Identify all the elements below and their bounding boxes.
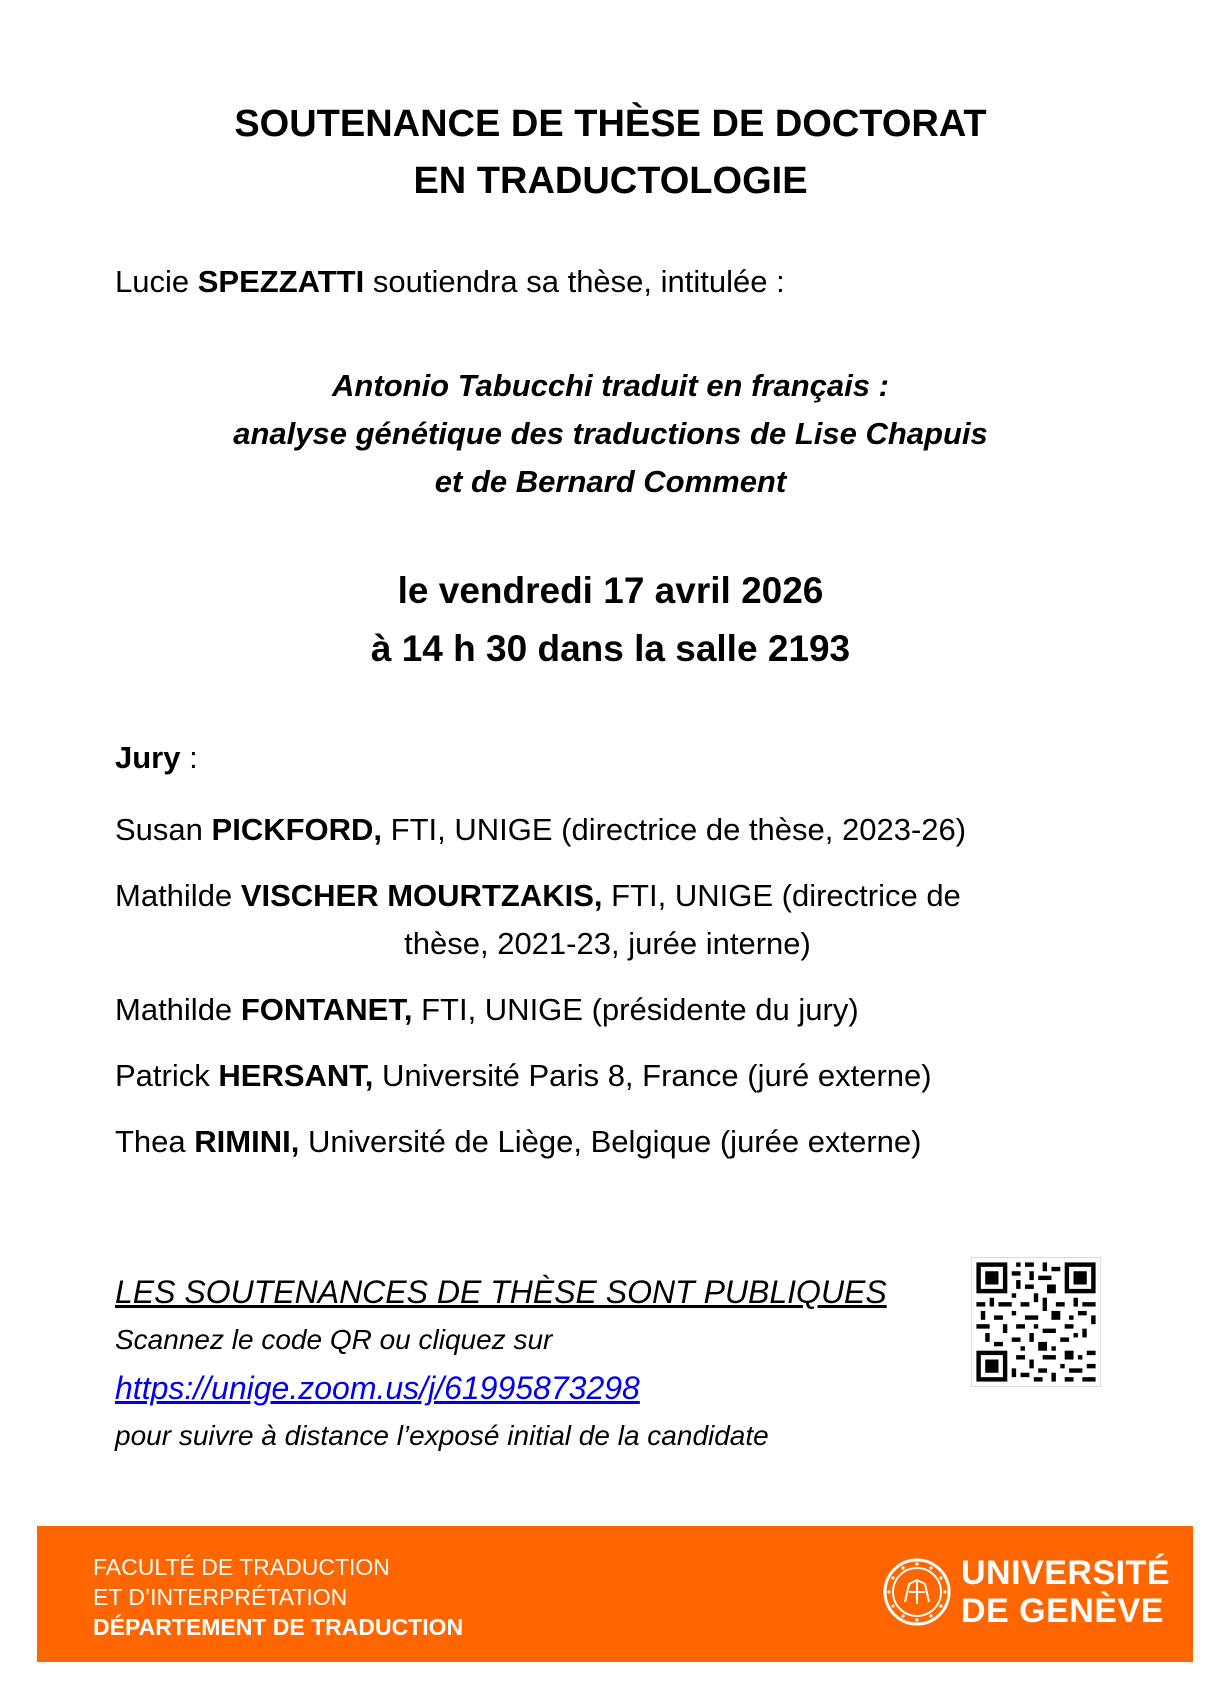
jury-first-name: Susan [115,812,203,847]
thesis-title [0,362,1221,506]
jury-affiliation: FTI, UNIGE (directrice de [611,878,961,913]
jury-last-name: PICKFORD, [211,812,383,847]
title-line-1: SOUTENANCE DE THÈSE DE DOCTORAT [234,103,987,145]
remote-instruction: pour suivre à distance l’exposé initial de la candidate [115,1420,769,1451]
zoom-link[interactable]: https://unige.zoom.us/j/61995873298 [115,1370,640,1406]
qr-code[interactable] [971,1257,1101,1387]
jury-member [115,806,1100,854]
candidate-last-name: SPEZZATTI [197,264,365,299]
jury-first-name: Thea [115,1124,186,1159]
jury-first-name: Mathilde [115,992,233,1027]
jury-affiliation: FTI, UNIGE (présidente du jury) [421,992,859,1027]
thesis-title-line-3: et de Bernard Comment [434,464,787,499]
footer-banner [37,1526,1193,1662]
qr-code-graphic [972,1258,1100,1386]
jury-member [115,872,1100,968]
jury-member [115,1118,1100,1166]
jury-affiliation: Université de Liège, Belgique (jurée externe) [307,1124,922,1159]
jury-last-name: VISCHER MOURTZAKIS, [240,878,603,913]
jury-colon: : [180,740,198,775]
date-line-2: à 14 h 30 dans la salle 2193 [370,628,851,669]
jury-member [115,1052,1100,1100]
logo-line-1: UNIVERSITÉ [961,1554,1171,1592]
logo-line-2: DE GENÈVE [961,1592,1164,1630]
jury-last-name: RIMINI, [194,1124,300,1159]
jury-affiliation: FTI, UNIGE (directrice de thèse, 2023-26) [390,812,967,847]
candidate-first-name: Lucie [115,264,190,299]
jury-first-name: Mathilde [115,878,233,913]
department-info [93,1552,463,1642]
defense-date [0,562,1221,678]
jury-heading [115,738,198,778]
faculty-line-2: ET D’INTERPRÉTATION [93,1584,348,1610]
jury-member [115,986,1100,1034]
university-seal-icon [883,1558,951,1626]
date-line-1: le vendredi 17 avril 2026 [397,570,824,611]
candidate-intro [115,262,785,302]
jury-label: Jury [115,740,181,775]
university-logo-text [961,1554,1170,1630]
scan-instruction: Scannez le code QR ou cliquez sur [115,1324,553,1355]
public-notice [115,1268,975,1460]
jury-last-name: FONTANET, [240,992,413,1027]
jury-affiliation: Université Paris 8, France (juré externe) [382,1058,932,1093]
page-title [0,96,1221,210]
jury-first-name: Patrick [115,1058,210,1093]
faculty-line-1: FACULTÉ DE TRADUCTION [93,1554,390,1580]
intro-text: soutiendra sa thèse, intitulée : [372,264,785,299]
title-line-2: EN TRADUCTOLOGIE [413,160,808,202]
jury-affiliation-continued: thèse, 2021-23, jurée interne) [404,926,811,961]
department-name: DÉPARTEMENT DE TRADUCTION [93,1614,464,1640]
thesis-title-line-2: analyse génétique des traductions de Lise Chapuis [233,416,988,451]
jury-list [115,806,1100,1184]
jury-last-name: HERSANT, [218,1058,374,1093]
public-heading: LES SOUTENANCES DE THÈSE SONT PUBLIQUES [115,1274,887,1310]
thesis-title-line-1: Antonio Tabucchi traduit en français : [332,368,889,403]
